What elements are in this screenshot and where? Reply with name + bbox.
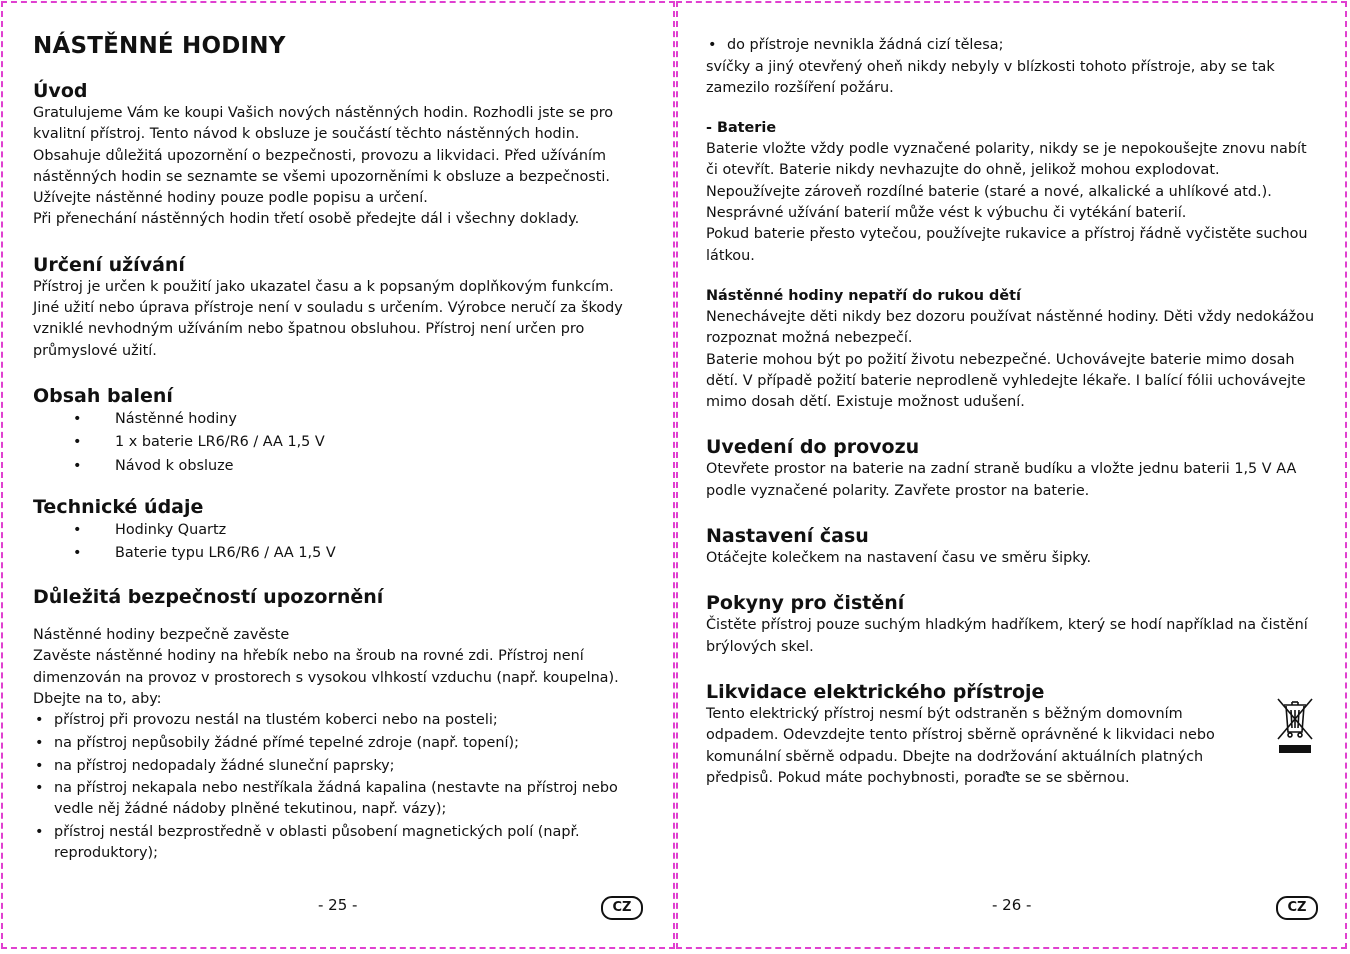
list-item: • na přístroj nedopadaly žádné sluneční paprsky; xyxy=(33,756,643,777)
list-item: • Hodinky Quartz xyxy=(33,519,643,542)
deti-paragraph-2: Baterie mohou být po požití životu nebezpečné. Uchovávejte baterie mimo dosah dětí. V případě požití baterie neprodleně vyhledejte lékaře. I balící fólii uchovávejte mimo dosah dětí. Existuje možnost udušení. xyxy=(706,351,1306,411)
list-item: • přístroj při provozu nestál na tlustém koberci nebo na posteli; xyxy=(33,710,643,731)
section-urceni xyxy=(33,253,643,362)
page-right xyxy=(676,1,1347,949)
lang-badge-right: CZ xyxy=(1276,896,1318,920)
list-item: • na přístroj nepůsobily žádné přímé tepelné zdroje (např. topení); xyxy=(33,733,643,754)
list-item: • do přístroje nevnikla žádná cizí tělesa; xyxy=(706,35,1318,56)
weee-crossed-bin-icon xyxy=(1275,696,1315,756)
obsah-list xyxy=(33,408,643,478)
page-left-content xyxy=(33,31,643,887)
section-uvedeni xyxy=(706,435,1318,502)
continued-list xyxy=(706,35,1318,56)
section-obsah xyxy=(33,384,643,478)
deti-paragraph-1: Nenechávejte děti nikdy bez dozoru používat nástěnné hodiny. Děti vždy nedokážou rozpoznat možná nebezpečí. xyxy=(706,308,1315,347)
page-number-right: - 26 - xyxy=(992,896,1032,914)
heading-obsah: Obsah balení xyxy=(33,384,173,407)
baterie-paragraph-1: Baterie vložte vždy podle vyznačené polarity, nikdy se je nepokoušejte znovu nabít či otevřít. Baterie nikdy nevhazujte do ohně, jelikož mohou explodovat. Nepoužívejte zároveň rozdílné baterie (staré a nové, alkalické a uhlíkové atd.). xyxy=(706,141,1307,200)
technicke-list xyxy=(33,519,643,566)
heading-uvod: Úvod xyxy=(33,80,88,102)
subheading-zaveseni: Nástěnné hodiny bezpečně zavěste xyxy=(33,627,290,644)
lang-badge-left: CZ xyxy=(601,896,643,920)
section-baterie xyxy=(706,118,1318,267)
heading-technicke: Technické údaje xyxy=(33,495,204,518)
page-right-content xyxy=(706,35,1318,811)
urceni-paragraph: Přístroj je určen k použití jako ukazatel času a k popsaným doplňkovým funkcím. Jiné užití nebo úprava přístroje není v souladu s určením. Výrobce neručí za škody vzniklé nevhodným užíváním nebo špatnou obsluhou. Přístroj není určen pro průmyslové užití. xyxy=(33,278,623,359)
section-deti xyxy=(706,286,1318,413)
subheading-baterie: - Baterie xyxy=(706,120,777,137)
cisteni-paragraph: Čistěte přístroj pouze suchým hladkým hadříkem, který se hodí například na čistění brýlových skel. xyxy=(706,617,1308,655)
bezpecnost-list xyxy=(33,710,643,864)
subheading-deti: Nástěnné hodiny nepatří do rukou dětí xyxy=(706,287,1021,304)
section-likvidace xyxy=(706,680,1318,789)
section-nastaveni xyxy=(706,524,1318,569)
nastaveni-paragraph: Otáčejte kolečkem na nastavení času ve směru šipky. xyxy=(706,550,1092,567)
list-item: • Návod k obsluze xyxy=(33,455,643,478)
heading-uvedeni: Uvedení do provozu xyxy=(706,436,920,459)
likvidace-paragraph: Tento elektrický přístroj nesmí být odstraněn s běžným domovním odpadem. Odevzdejte tento přístroj sběrně oprávněné k likvidaci nebo komunální sběrně odpadu. Dbejte na dodržování aktuálních platných předpisů. Pokud máte pochybnosti, poraďte se se sběrnou. xyxy=(706,705,1215,786)
page-number-left: - 25 - xyxy=(318,896,358,914)
continued-paragraph: svíčky a jiný otevřený oheň nikdy nebyly v blízkosti tohoto přístroje, aby se tak zamezilo rozšíření požáru. xyxy=(706,58,1275,96)
section-cisteni xyxy=(706,591,1318,658)
list-item: • přístroj nestál bezprostředně v oblasti působení magnetických polí (např. reproduktory); xyxy=(33,822,643,865)
document-title: NÁSTĚNNÉ HODINY xyxy=(33,33,286,59)
section-bezpecnost xyxy=(33,585,643,864)
heading-urceni: Určení užívání xyxy=(33,253,185,276)
bezpecnost-paragraph: Zavěste nástěnné hodiny na hřebík nebo na šroub na rovné zdi. Přístroj není dimenzován na provoz v prostorech s vysokou vlhkostí vzduchu (např. koupelna). Dbejte na to, aby: xyxy=(33,648,619,708)
heading-bezpecnost: Důležitá bezpečností upozornění xyxy=(33,586,384,609)
heading-nastaveni: Nastavení času xyxy=(706,525,869,548)
uvod-paragraph-2: Při přenechání nástěnných hodin třetí osobě předejte dál i všechny doklady. xyxy=(33,211,580,228)
page-left xyxy=(1,1,675,949)
uvedeni-paragraph: Otevřete prostor na baterie na zadní straně budíku a vložte jednu baterii 1,5 V AA podle vyznačené polarity. Zavřete prostor na baterie. xyxy=(706,461,1297,499)
heading-likvidace: Likvidace elektrického přístroje xyxy=(706,680,1045,703)
section-technicke xyxy=(33,495,643,566)
uvod-paragraph-1: Gratulujeme Vám ke koupi Vašich nových nástěnných hodin. Rozhodli jste se pro kvalitní přístroj. Tento návod k obsluze je součástí těchto nástěnných hodin. Obsahuje důležitá upozornění o bezpečnosti, provozu a likvidaci. Před užíváním nástěnných hodin se seznamte se všemi upozorněními k obsluze a bezpečnosti. Užívejte nástěnné hodiny pouze podle popisu a určení. xyxy=(33,105,614,207)
baterie-paragraph-3: Pokud baterie přesto vytečou, používejte rukavice a přístroj řádně vyčistěte suchou látkou. xyxy=(706,226,1308,264)
section-uvod xyxy=(33,79,643,231)
list-item: • na přístroj nekapala nebo nestříkala žádná kapalina (nestavte na přístroj nebo vedle něj žádné nádoby plněné tekutinou, např. vázy); xyxy=(33,778,643,821)
list-item: • 1 x baterie LR6/R6 / AA 1,5 V xyxy=(33,431,643,454)
heading-cisteni: Pokyny pro čistění xyxy=(706,592,905,615)
baterie-paragraph-2: Nesprávné užívání baterií může vést k výbuchu či vytékání baterií. xyxy=(706,205,1187,222)
list-item: • Baterie typu LR6/R6 / AA 1,5 V xyxy=(33,542,643,565)
list-item: • Nástěnné hodiny xyxy=(33,408,643,431)
